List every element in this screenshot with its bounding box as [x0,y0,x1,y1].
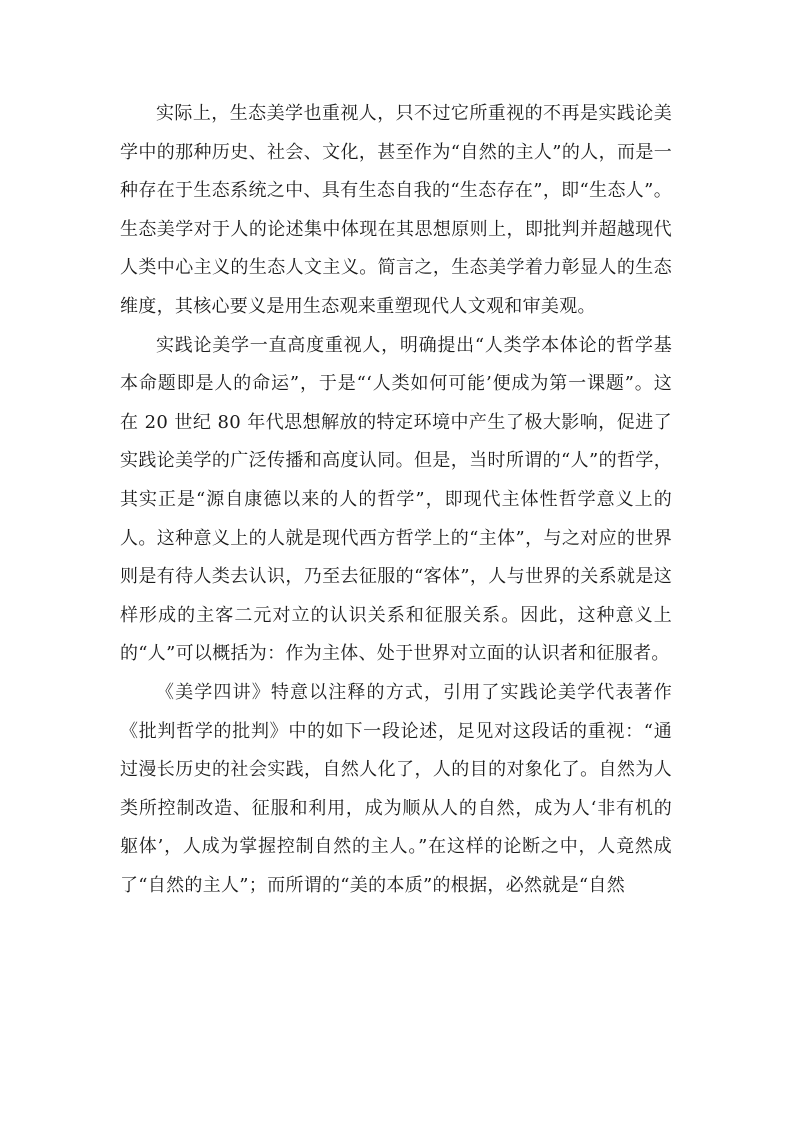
body-text [120,95,672,905]
paragraph-2: 实践论美学一直高度重视人，明确提出“人类学本体论的哲学基本命题即是人的命运”，于是“‘人类如何可能’便成为第一课题”。这在 20 世纪 80 年代思想解放的特定环境中产生了极大影响，促进了实践论美学的广泛传播和高度认同。但是，当时所谓的“人”的哲学，其实正是“源自康德以来的人的哲学”，即现代主体性哲学意义上的人。这种意义上的人就是现代西方哲学上的“主体”，与之对应的世界则是有待人类去认识，乃至去征服的“客体”，人与世界的关系就是这样形成的主客二元对立的认识关系和征服关系。因此，这种意义上的“人”可以概括为：作为主体、处于世界对立面的认识者和征服者。 [120,334,672,665]
paragraph-3: 《美学四讲》特意以注释的方式，引用了实践论美学代表著作《批判哲学的批判》中的如下一段论述，足见对这段话的重视：“通过漫长历史的社会实践，自然人化了，人的目的对象化了。自然为人类所控制改造、征服和利用，成为顺从人的自然，成为人‘非有机的躯体’，人成为掌握控制自然的主人。”在这样的论断之中，人竟然成了“自然的主人”；而所谓的“美的本质”的根据，必然就是“自然 [120,681,672,896]
paragraph-1: 实际上，生态美学也重视人，只不过它所重视的不再是实践论美学中的那种历史、社会、文化，甚至作为“自然的主人”的人，而是一种存在于生态系统之中、具有生态自我的“生态存在”，即“生态人”。生态美学对于人的论述集中体现在其思想原则上，即批判并超越现代人类中心主义的生态人文主义。简言之，生态美学着力彰显人的生态维度，其核心要义是用生态观来重塑现代人文观和审美观。 [120,103,672,317]
